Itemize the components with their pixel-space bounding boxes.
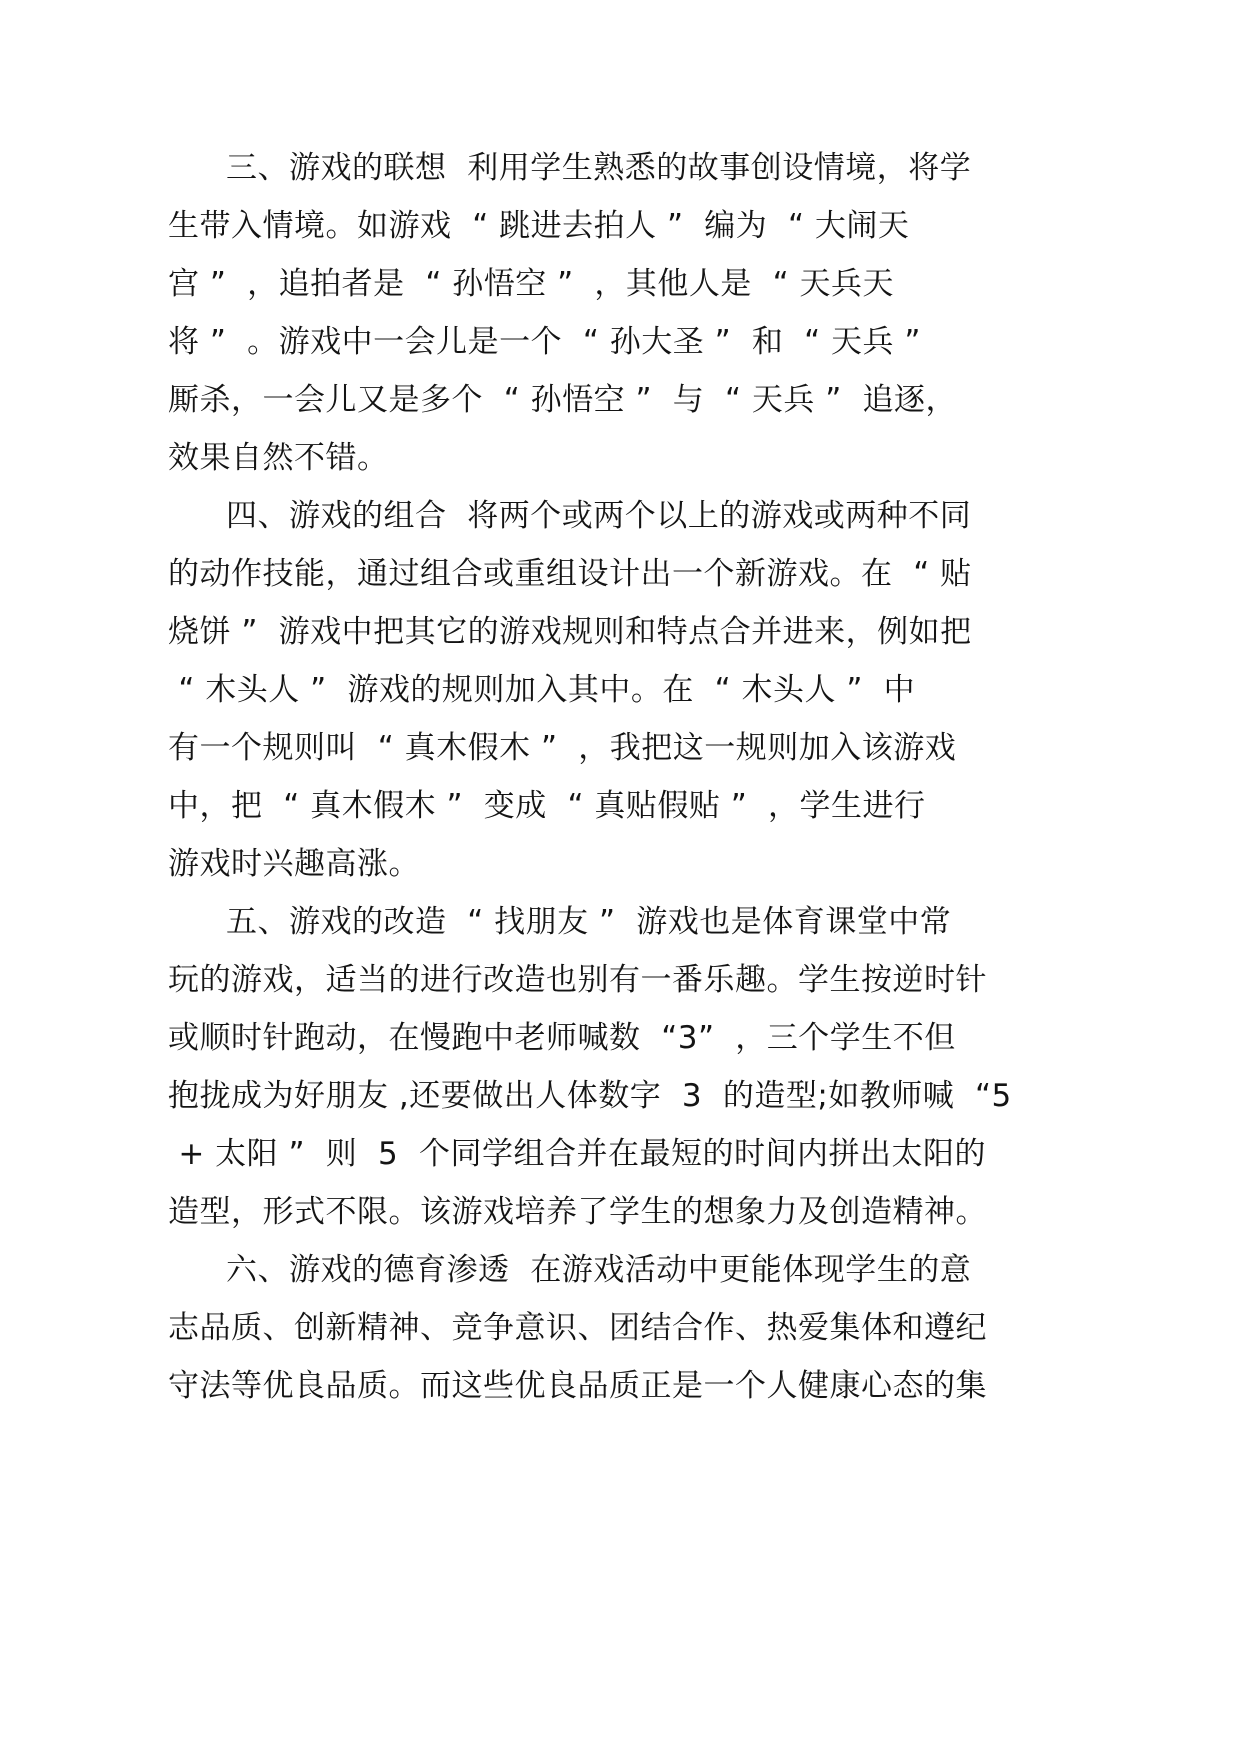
text-line: 志品质、创新精神、竞争意识、团结合作、热爱集体和遵纪 xyxy=(168,1310,987,1346)
text-line: 五、游戏的改造 “ 找朋友 ” 游戏也是体育课堂中常 xyxy=(226,904,952,940)
text-line: 的动作技能，通过组合或重组设计出一个新游戏。在 “ 贴 xyxy=(168,556,972,592)
text-line: 将 ” 。游戏中一会儿是一个 “ 孙大圣 ” 和 “ 天兵 ” xyxy=(168,324,921,360)
text-line: 宫 ” ，追拍者是 “ 孙悟空 ” ，其他人是 “ 天兵天 xyxy=(168,266,894,302)
text-line: 守法等优良品质。而这些优良品质正是一个人健康心态的集 xyxy=(168,1368,987,1404)
text-line: 游戏时兴趣高涨。 xyxy=(168,846,420,882)
text-line: 中，把 “ 真木假木 ” 变成 “ 真贴假贴 ” ，学生进行 xyxy=(168,788,926,824)
text-line: 烧饼 ” 游戏中把其它的游戏规则和特点合并进来，例如把 xyxy=(168,614,972,650)
text-line: “ 木头人 ” 游戏的规则加入其中。在 “ 木头人 ” 中 xyxy=(168,672,916,708)
text-line: 三、游戏的联想 利用学生熟悉的故事创设情境，将学 xyxy=(226,150,972,186)
text-line: 抱拢成为好朋友 ,还要做出人体数字 3 的造型;如教师喊 “5 xyxy=(168,1078,1012,1114)
text-line: 有一个规则叫 “ 真木假木 ” ，我把这一规则加入该游戏 xyxy=(168,730,957,766)
text-line: 四、游戏的组合 将两个或两个以上的游戏或两种不同 xyxy=(226,498,972,534)
text-line: 效果自然不错。 xyxy=(168,440,389,476)
text-line: 或顺时针跑动，在慢跑中老师喊数 “3” ，三个学生不但 xyxy=(168,1020,956,1056)
text-line: 玩的游戏，适当的进行改造也别有一番乐趣。学生按逆时针 xyxy=(168,962,987,998)
text-line: 六、游戏的德育渗透 在游戏活动中更能体现学生的意 xyxy=(226,1252,972,1288)
text-line: 生带入情境。如游戏 “ 跳进去拍人 ” 编为 “ 大闹天 xyxy=(168,208,910,244)
text-line: 造型，形式不限。该游戏培养了学生的想象力及创造精神。 xyxy=(168,1194,987,1230)
text-line: 厮杀，一会儿又是多个 “ 孙悟空 ” 与 “ 天兵 ” 追逐， xyxy=(168,382,957,418)
text-line: + 太阳 ” 则 5 个同学组合并在最短的时间内拼出太阳的 xyxy=(168,1136,986,1172)
